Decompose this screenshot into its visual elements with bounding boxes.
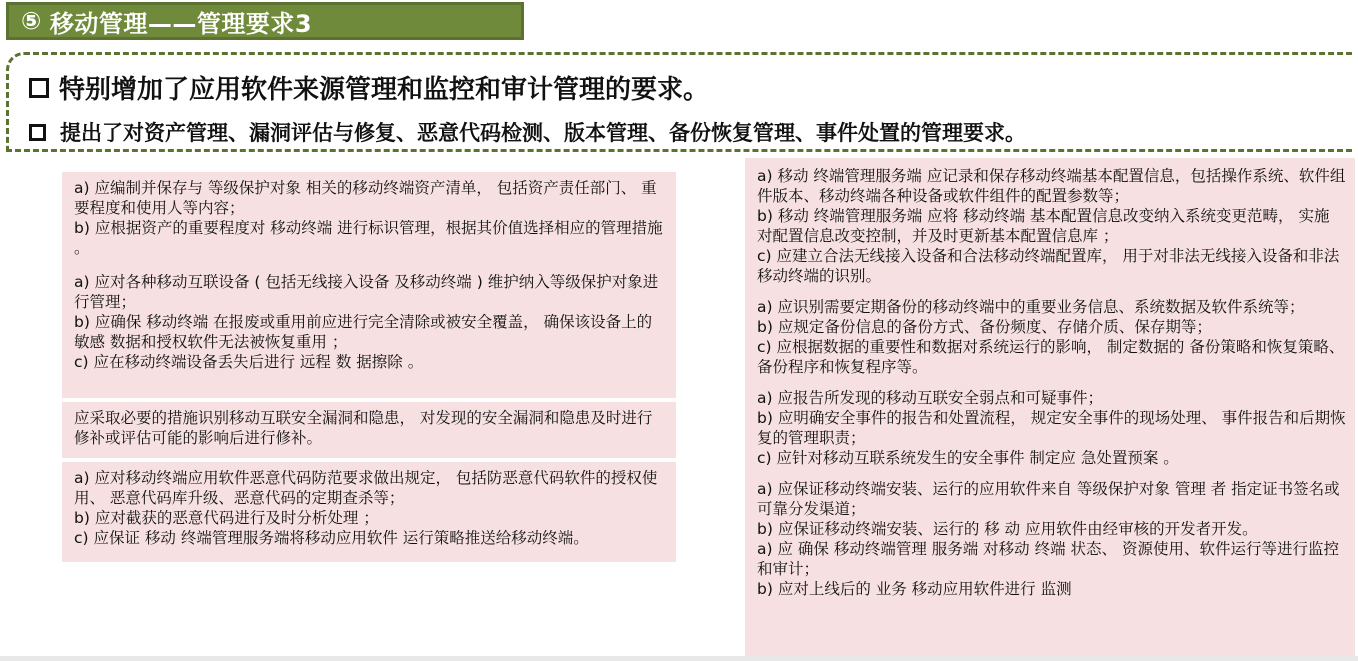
checkbox-square-icon — [29, 124, 46, 141]
requirement-2-text: 提出了对资产管理、漏洞评估与修复、恶意代码检测、版本管理、备份恢复管理、事件处置的管理要求。 — [60, 121, 1026, 145]
panel-line: a) 应报告所发现的移动互联安全弱点和可疑事件； — [757, 389, 1103, 407]
bottom-divider — [0, 656, 1358, 661]
panel-line: b) 应保证移动终端安装、运行的 移 动 应用软件由经审核的开发者开发。 — [757, 520, 1258, 538]
requirement-2 — [29, 117, 1026, 147]
panel-line: c) 应针对移动互联系统发生的安全事件 制定应 急处置预案 。 — [757, 449, 1179, 467]
panel-line: c) 应保证 移动 终端管理服务端将移动应用软件 运行策略推送给移动终端。 — [74, 529, 589, 547]
section-title: 移动管理——管理要求3 — [49, 9, 313, 38]
panel-line: c) 应在移动终端设备丢失后进行 远程 数 据擦除 。 — [74, 353, 424, 371]
requirement-1-text: 特别增加了应用软件来源管理和监控和审计管理的要求。 — [59, 75, 710, 105]
requirements-box — [6, 52, 1352, 152]
section-title-bar — [6, 2, 524, 40]
panel-line: b) 应明确安全事件的报告和处置流程， 规定安全事件的现场处理、 事件报告和后期恢复的管理职责； — [757, 409, 1346, 447]
requirement-1 — [29, 69, 709, 106]
panel-line: b) 移动 终端管理服务端 应将 移动终端 基本配置信息改变纳入系统变更范畴， 实施 对配置信息改变控制，并及时更新基本配置信息库 ； — [757, 207, 1330, 245]
vulnerability-panel — [62, 402, 676, 458]
panel-line: a) 应对移动终端应用软件恶意代码防范要求做出规定， 包括防恶意代码软件的授权使用、 恶意代码库升级、恶意代码的定期查杀等； — [74, 469, 658, 507]
panel-line: a) 应对各种移动互联设备 ( 包括无线接入设备 及移动终端 ) 维护纳入等级保护对象进行管理； — [74, 273, 659, 311]
panel-line: c) 应根据数据的重要性和数据对系统运行的影响， 制定数据的 备份策略和恢复策略、 备份程序和恢复程序等。 — [757, 338, 1345, 376]
panel-line: 应采取必要的措施识别移动互联安全漏洞和隐患， 对发现的安全漏洞和隐患及时进行修补或评估可能的影响后进行修补。 — [74, 409, 653, 447]
checkbox-square-icon — [29, 78, 49, 98]
panel-line: a) 移动 终端管理服务端 应记录和保存移动终端基本配置信息，包括操作系统、软件组件版本、移动终端各种设备或软件组件的配置参数等； — [757, 167, 1346, 205]
panel-line: b) 应根据资产的重要程度对 移动终端 进行标识管理，根据其价值选择相应的管理措施 。 — [74, 219, 663, 257]
panel-line: a) 应保证移动终端安装、运行的应用软件来自 等级保护对象 管理 者 指定证书签名或可靠分发渠道； — [757, 480, 1340, 518]
panel-line: a) 应 确保 移动终端管理 服务端 对移动 终端 状态、 资源使用、软件运行等进行监控和审计； — [757, 540, 1339, 578]
panel-line: a) 应编制并保存与 等级保护对象 相关的移动终端资产清单， 包括资产责任部门、 重要程度和使用人等内容； — [74, 179, 657, 217]
panel-line: b) 应确保 移动终端 在报废或重用前应进行完全清除或被安全覆盖， 确保该设备上的敏感 数据和授权软件无法被恢复重用 ； — [74, 313, 653, 351]
panel-line: a) 应识别需要定期备份的移动终端中的重要业务信息、系统数据及软件系统等； — [757, 298, 1305, 316]
panel-line: c) 应建立合法无线接入设备和合法移动终端配置库， 用于对非法无线接入设备和非法移动终端的识别。 — [757, 247, 1340, 285]
right-requirements-panel — [745, 158, 1355, 656]
malware-panel — [62, 462, 676, 562]
asset-management-panel — [62, 172, 676, 398]
panel-line: b) 应规定备份信息的备份方式、备份频度、存储介质、保存期等； — [757, 318, 1212, 336]
panel-line: b) 应对上线后的 业务 移动应用软件进行 监测 — [757, 580, 1072, 598]
section-number: ⑤ — [21, 7, 42, 35]
panel-line: b) 应对截获的恶意代码进行及时分析处理 ； — [74, 509, 379, 527]
